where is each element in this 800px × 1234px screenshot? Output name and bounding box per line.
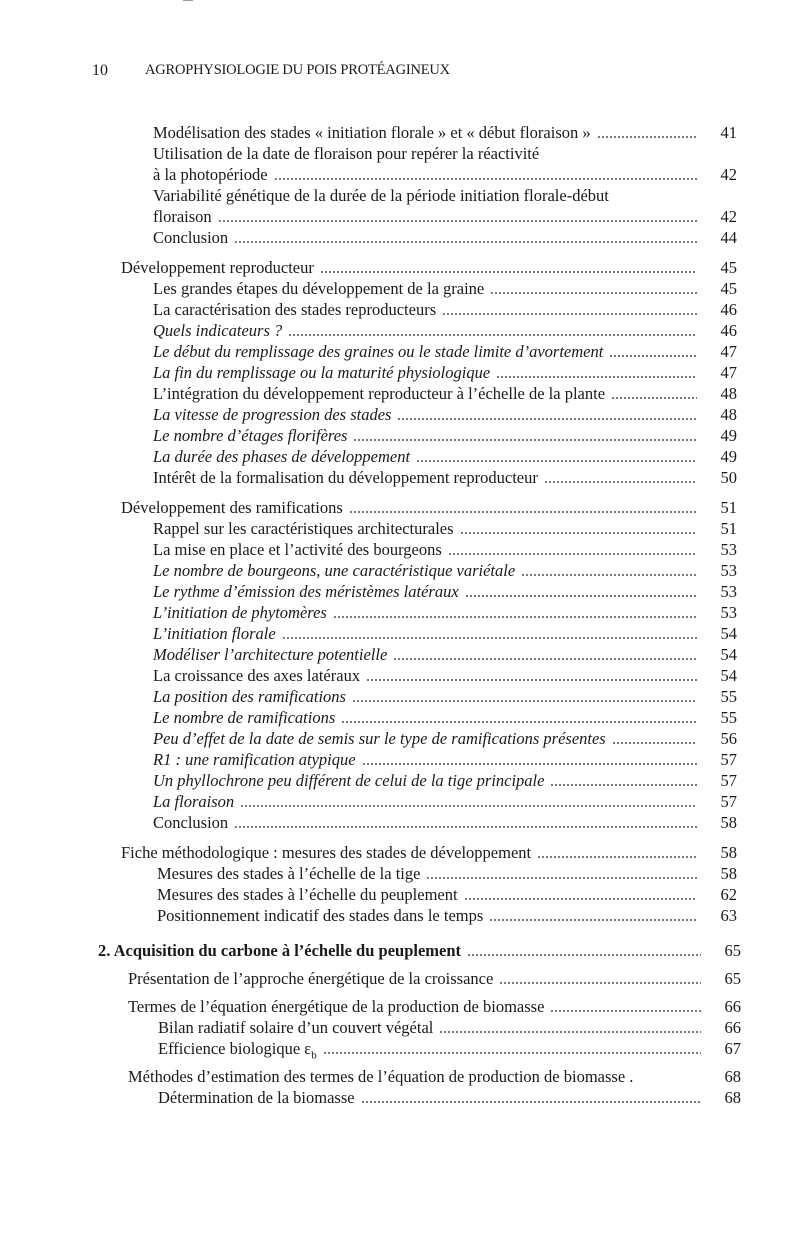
dot-leader [333,602,697,623]
toc-entry-title: La fin du remplissage ou la maturité physiologique [153,363,491,382]
dot-leader [234,812,697,833]
toc-entry [0,749,737,770]
dot-leader [545,143,697,164]
running-title: AGROPHYSIOLOGIE DU POIS PROTÉAGINEUX [145,62,450,78]
toc-page-number: 55 [720,687,737,706]
toc-entry-title: Modélisation des stades « initiation florale » et « début floraison » [153,123,591,142]
dot-leader [609,341,697,362]
dot-leader [499,968,701,989]
toc-entry-title: Quels indicateurs ? [153,321,283,340]
toc-entry-title: Les grandes étapes du développement de la graine [153,279,485,298]
toc-page-number: 47 [720,363,737,382]
toc-page-number: 66 [724,1018,741,1037]
toc-entry-title: La caractérisation des stades reproducteurs [153,300,437,319]
toc-entry-title: Le nombre d’étages florifères [153,426,348,445]
toc-page-number: 49 [720,447,737,466]
toc-entry [0,602,737,623]
toc-entry-title: La mise en place et l’activité des bourgeons [153,540,442,559]
toc-entry [0,518,737,539]
toc-entry [0,122,737,143]
toc-entry [0,728,737,749]
toc-entry-title: Intérêt de la formalisation du développement reproducteur [153,468,538,487]
toc-entry-title: Conclusion [153,228,229,247]
toc-entry [0,791,737,812]
dot-leader [439,1017,701,1038]
dot-leader [489,905,697,926]
toc-page-number: 66 [724,997,741,1016]
toc-entry [0,539,737,560]
toc-entry [0,1066,741,1087]
dot-leader [544,467,697,488]
toc-entry-title: floraison [153,207,212,226]
toc-page-number: 51 [720,498,737,517]
toc-entry-title: Mesures des stades à l’échelle de la tige [157,864,421,883]
toc-entry [0,1038,741,1062]
toc-entry-title: 2. Acquisition du carbone à l’échelle du peuplement [98,941,462,960]
toc-entry [0,425,737,446]
dot-leader [353,425,697,446]
toc-page-number: 53 [720,561,737,580]
dot-leader [341,707,697,728]
dot-leader [393,644,697,665]
toc-entry [0,968,741,989]
toc-entry [0,362,737,383]
toc-entry-title: L’initiation florale [153,624,276,643]
dot-leader [537,842,697,863]
toc-entry-title: Variabilité génétique de la durée de la période initiation florale-début [153,186,609,205]
toc-page-number: 50 [720,468,737,487]
dot-leader [611,383,697,404]
toc-entry-title: Le rythme d’émission des méristèmes latéraux [153,582,459,601]
toc-entry-title: à la photopériode [153,165,268,184]
toc-entry-title: Développement des ramifications [121,498,343,517]
dot-leader [612,728,697,749]
dot-leader [448,539,697,560]
toc-entry-title: La floraison [153,792,235,811]
toc-page-number: 48 [720,405,737,424]
toc-page-number: 55 [720,708,737,727]
page-number: 10 [92,62,108,79]
dot-leader [521,560,697,581]
toc-page-number: 65 [724,969,741,988]
dot-leader [550,996,701,1017]
toc-entry [0,665,737,686]
dot-leader [274,164,697,185]
toc-entry [0,1017,741,1038]
dot-leader [320,257,697,278]
toc-page-number: 47 [720,342,737,361]
dot-leader [397,404,697,425]
toc-page-number: 58 [720,843,737,862]
toc-entry [0,278,737,299]
toc-page-number: 54 [720,666,737,685]
dot-leader [460,518,697,539]
toc-entry [0,341,737,362]
toc-entry [0,164,737,185]
dot-leader [426,863,697,884]
toc-page-number: 46 [720,300,737,319]
toc-entry [0,644,737,665]
toc-page-number: 56 [720,729,737,748]
toc-entry-title: Le nombre de ramifications [153,708,336,727]
toc-entry [0,299,737,320]
toc-entry [0,497,737,518]
toc-entry-title: Le début du remplissage des graines ou le stade limite d’avortement [153,342,604,361]
toc-entry-title: La durée des phases de développement [153,447,411,466]
toc-entry-title: Peu d’effet de la date de semis sur le type de ramifications présentes [153,729,606,748]
dot-leader [349,497,697,518]
toc-entry-title: Fiche méthodologique : mesures des stades de développement [121,843,532,862]
toc-entry [0,383,737,404]
toc-page-number: 68 [724,1067,741,1086]
toc-entry [0,623,737,644]
toc-entry-title: Présentation de l’approche énergétique de la croissance [128,969,494,988]
toc-entry [0,320,737,341]
dot-leader [490,278,697,299]
toc-entry [0,467,737,488]
toc-page-number: 54 [720,645,737,664]
dot-leader [240,791,697,812]
toc-entry [0,581,737,602]
toc-entry-title: Bilan radiatif solaire d’un couvert végétal [158,1018,434,1037]
toc-entry-title: Méthodes d’estimation des termes de l’équation de production de biomasse . [128,1067,634,1086]
dot-leader [288,320,697,341]
toc-part-2 [0,940,800,1108]
toc-page-number: 67 [724,1039,741,1058]
toc-entry [0,1087,741,1108]
toc-entry-title: L’initiation de phytomères [153,603,327,622]
toc-entry-title: Utilisation de la date de floraison pour repérer la réactivité [153,144,540,163]
toc-page-number: 41 [720,123,737,142]
dot-leader [496,362,697,383]
dot-leader [416,446,697,467]
toc-page-number: 53 [720,582,737,601]
toc-entry [0,905,737,926]
toc-page-number: 51 [720,519,737,538]
toc-page-number: 53 [720,603,737,622]
dot-leader [362,749,697,770]
dot-leader [218,206,697,227]
toc-entry [0,560,737,581]
toc-entry-title: La vitesse de progression des stades [153,405,392,424]
toc-entry [0,940,741,961]
toc-entry [0,884,737,905]
toc-page-number: 58 [720,864,737,883]
toc-entry [0,185,737,206]
dot-leader [361,1087,701,1108]
dot-leader [465,581,697,602]
toc-entry-title: Positionnement indicatif des stades dans le temps [157,906,484,925]
toc-entry [0,227,737,248]
toc-entry [0,842,737,863]
toc-page-number: 57 [720,750,737,769]
dot-leader [464,884,697,905]
toc-page-number: 62 [720,885,737,904]
toc-entry [0,206,737,227]
dot-leader [352,686,697,707]
dot-leader [323,1038,701,1059]
toc-entry-title: Développement reproducteur [121,258,314,277]
dot-leader [639,1066,701,1087]
toc-entry-title: Termes de l’équation énergétique de la production de biomasse [128,997,545,1016]
toc-entry-title: L’intégration du développement reproducteur à l’échelle de la plante [153,384,606,403]
toc-page-number: 45 [720,258,737,277]
dot-leader [615,185,697,206]
toc-entry [0,686,737,707]
toc-page-number: 54 [720,624,737,643]
dot-leader [442,299,697,320]
toc-page-number: 44 [720,228,737,247]
dot-leader [597,122,697,143]
toc-page-number: 49 [720,426,737,445]
toc-entry-title: Rappel sur les caractéristiques architecturales [153,519,454,538]
toc-entry-title: La croissance des axes latéraux [153,666,361,685]
running-header [92,62,450,80]
toc-page-number: 58 [720,813,737,832]
toc-part-1 [0,122,800,926]
scan-mark [183,0,193,1]
toc-page-number: 68 [724,1088,741,1107]
toc-page-number: 57 [720,792,737,811]
toc-entry [0,446,737,467]
dot-leader [366,665,697,686]
toc-entry [0,404,737,425]
toc-page-number: 63 [720,906,737,925]
dot-leader [550,770,697,791]
toc-page-number: 57 [720,771,737,790]
toc-page-number: 42 [720,165,737,184]
toc-entry-title: R1 : une ramification atypique [153,750,356,769]
dot-leader [467,940,701,961]
toc-entry-title: Détermination de la biomasse [158,1088,355,1107]
dot-leader [282,623,697,644]
toc-entry [0,812,737,833]
toc-entry-title: Efficience biologique $\varepsilon_b$ [158,1039,317,1062]
toc-page-number: 45 [720,279,737,298]
toc-page-number: 46 [720,321,737,340]
toc-page-number: 65 [724,941,741,960]
toc-entry-title: Modéliser l’architecture potentielle [153,645,388,664]
dot-leader [234,227,697,248]
toc-entry [0,143,737,164]
toc-entry [0,707,737,728]
toc-entry-title: Conclusion [153,813,229,832]
toc-page-number: 42 [720,207,737,226]
toc-entry-title: Le nombre de bourgeons, une caractéristique variétale [153,561,516,580]
toc-entry [0,996,741,1017]
toc-entry [0,257,737,278]
toc-entry-title: Mesures des stades à l’échelle du peuplement [157,885,458,904]
toc-entry [0,770,737,791]
toc-page-number: 48 [720,384,737,403]
toc-entry-title: La position des ramifications [153,687,346,706]
toc-entry-title: Un phyllochrone peu différent de celui de la tige principale [153,771,545,790]
toc-entry [0,863,737,884]
toc-page-number: 53 [720,540,737,559]
